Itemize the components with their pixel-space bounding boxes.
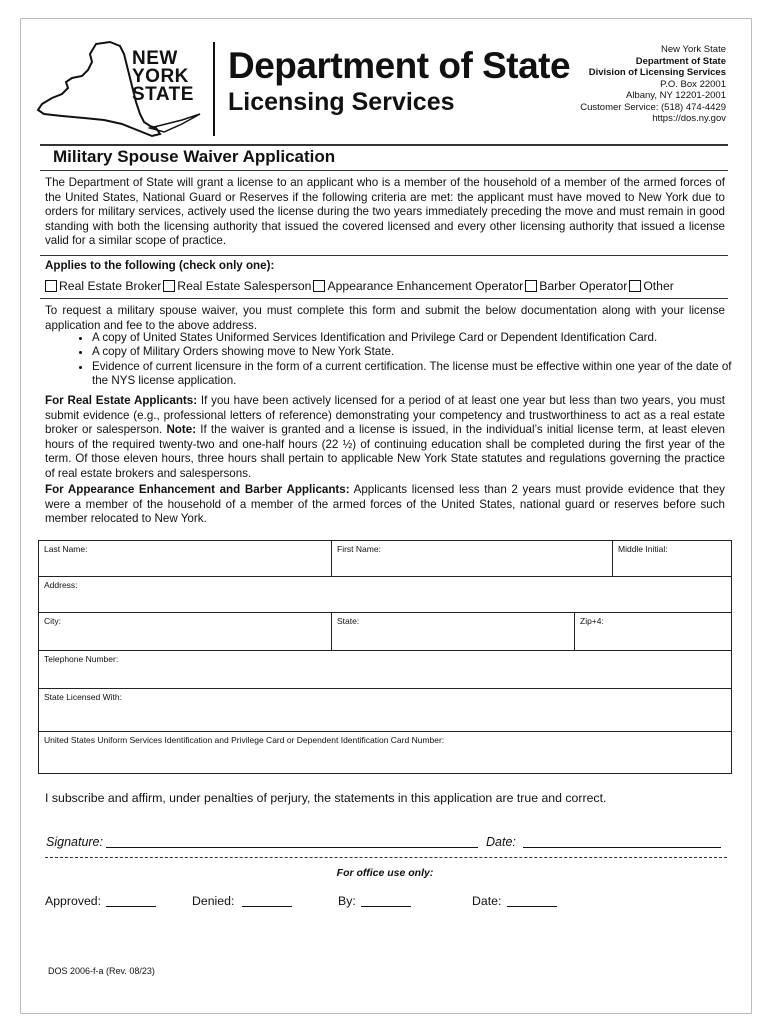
divider — [40, 255, 728, 256]
dashed-separator — [45, 857, 727, 858]
option-real-estate-broker[interactable]: Real Estate Broker — [45, 279, 161, 293]
address-row — [39, 577, 731, 613]
city-row — [39, 613, 731, 651]
by-line[interactable] — [361, 906, 411, 907]
telephone-row — [39, 651, 731, 689]
date-label: Date: — [486, 835, 516, 849]
form-number: DOS 2006-f-a (Rev. 08/23) — [48, 966, 155, 976]
middle-initial-field[interactable]: Middle Initial: — [612, 541, 733, 576]
name-row — [39, 541, 731, 577]
office-use-heading: For office use only: — [336, 867, 434, 879]
appearance-barber-section: For Appearance Enhancement and Barber Applicants: Applicants licensed less than 2 years must provide evidence that they were a member of the household of a member of the armed forces of the United States, national guard or reserves before such member relocated to New York. — [45, 483, 725, 526]
by-label: By: — [338, 894, 356, 908]
applies-label: Applies to the following (check only one): — [45, 259, 275, 272]
applicant-fields-table — [38, 540, 732, 774]
affirmation-statement: I subscribe and affirm, under penalties of perjury, the statements in this application are true and correct. — [45, 791, 607, 805]
mailing-address: New York State Department of State Division of Licensing Services P.O. Box 22001 Albany, NY 12201-2001 Customer Service: (518) 474-4429 https://dos.ny.gov — [580, 44, 726, 124]
title-top-rule — [40, 144, 728, 146]
denied-line[interactable] — [242, 906, 292, 907]
option-barber-operator[interactable]: Barber Operator — [525, 279, 627, 293]
list-item: • A copy of Military Orders showing move to New York State. — [92, 345, 742, 359]
zip-field[interactable]: Zip+4: — [574, 613, 733, 650]
request-instructions: To request a military spouse waiver, you must complete this form and submit the below documentation along with your license application and fee to the above address. — [45, 304, 725, 332]
option-real-estate-salesperson[interactable]: Real Estate Salesperson — [163, 279, 311, 293]
option-other[interactable]: Other — [629, 279, 673, 293]
note-label: Note: — [166, 423, 197, 437]
checkbox[interactable] — [45, 280, 57, 292]
approved-line[interactable] — [106, 906, 156, 907]
header-divider — [213, 42, 215, 136]
id-card-row — [39, 732, 731, 775]
section-heading: For Appearance Enhancement and Barber Applicants: — [45, 483, 350, 496]
id-card-number-field[interactable]: United States Uniform Services Identification and Privilege Card or Dependent Identification Card Number: — [44, 735, 445, 745]
city-field[interactable]: City: — [44, 616, 61, 626]
office-date-label: Date: — [472, 894, 502, 908]
list-item: • Evidence of current licensure in the form of a current certification. The license must be effective within one year of the date of the NYS license application. — [92, 360, 742, 389]
intro-paragraph: The Department of State will grant a license to an applicant who is a member of the household of a member of the armed forces of the United States, National Guard or Reserves if the following criteria are met: the applicant must have moved to New York due to orders for military services, actively used the license during the two years immediately preceding the move and must remain in good standing with both the licensing authority that issued the covered licensed and every other licensing authority that issued a license valid for a similar scope of practice. — [45, 176, 725, 248]
address-field[interactable]: Address: — [44, 580, 78, 590]
section-heading: For Real Estate Applicants: — [45, 394, 198, 407]
divider — [40, 298, 728, 299]
checkbox[interactable] — [525, 280, 537, 292]
date-line[interactable] — [523, 847, 721, 848]
real-estate-section: For Real Estate Applicants: If you have been actively licensed for a period of at least one year but less than two years, you must submit evidence (e.g., professional letters of reference) demonstrating your competency and trustworthiness to act as a real estate broker or salesperson. Note: If the waiver is granted and a license is issued, in the individual’s initial license term, at least eleven hours of the required twenty-two and one-half hours (22 ½) of continuing education shall be completed during the first year of the term. Of those eleven hours, three hours shall pertain to applicable New York State statutes and regulations governing the practice of real estate brokers and salespersons. — [45, 394, 725, 480]
telephone-field[interactable]: Telephone Number: — [44, 654, 119, 664]
checkbox[interactable] — [163, 280, 175, 292]
list-item: • A copy of United States Uniformed Services Identification and Privilege Card or Dependent Identification Card. — [92, 331, 742, 345]
ny-logo-wordmark: NEW YORK STATE — [132, 48, 194, 105]
license-type-options — [45, 279, 676, 293]
signature-label: Signature: — [46, 835, 103, 849]
checkbox[interactable] — [313, 280, 325, 292]
state-licensed-row — [39, 689, 731, 732]
checkbox[interactable] — [629, 280, 641, 292]
approved-label: Approved: — [45, 894, 102, 908]
department-title: Department of State — [228, 45, 571, 86]
signature-line[interactable] — [106, 847, 478, 848]
form-title: Military Spouse Waiver Application — [53, 147, 336, 166]
office-date-line[interactable] — [507, 906, 557, 907]
department-subtitle: Licensing Services — [228, 88, 455, 116]
required-documents-list — [68, 331, 742, 388]
state-licensed-field[interactable]: State Licensed With: — [44, 692, 122, 702]
denied-label: Denied: — [192, 894, 235, 908]
first-name-field[interactable]: First Name: — [331, 541, 612, 576]
option-appearance-enhancement-operator[interactable]: Appearance Enhancement Operator — [313, 279, 523, 293]
last-name-field[interactable]: Last Name: — [44, 544, 88, 554]
title-bottom-rule — [40, 170, 728, 171]
state-field[interactable]: State: — [331, 613, 574, 650]
